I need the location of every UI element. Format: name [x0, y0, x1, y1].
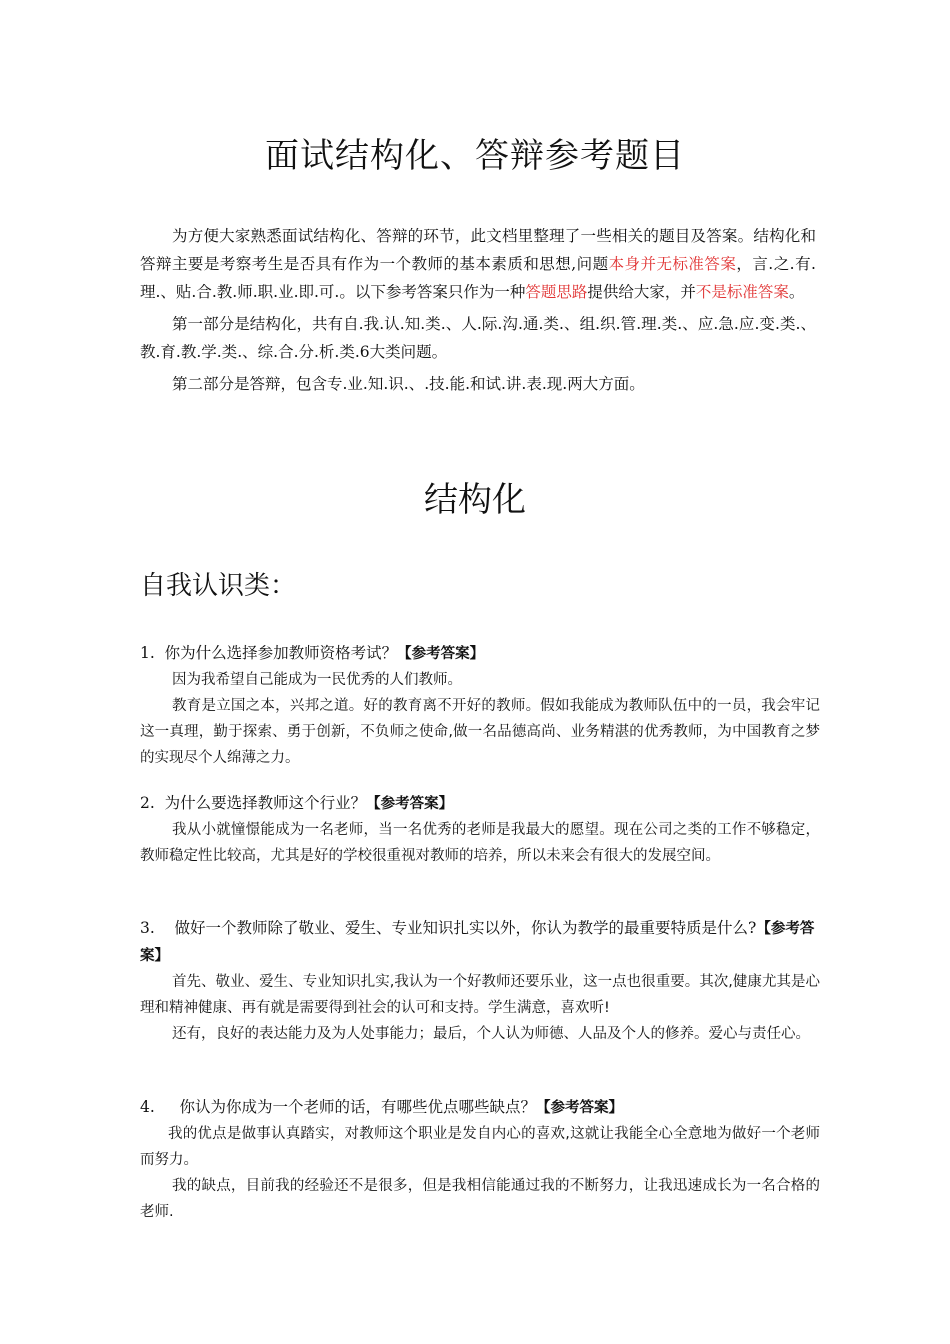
question-number: 4.: [140, 1098, 155, 1116]
question-text: 你为什么选择参加教师资格考试？: [164, 644, 398, 662]
question-number: 2.: [140, 794, 155, 812]
section-title: 结构化: [424, 480, 526, 520]
answer-paragraph: 首先、敬业、爱生、专业知识扎实,我认为一个好教师还要乐业，这一点也很重要。其次,健康尤其是心理和精神健康、再有就是需要得到社会的认可和支持。学生满意，喜欢听!: [140, 974, 820, 1016]
answer-paragraph: 我的缺点，目前我的经验还不是很多，但是我相信能通过我的不断努力，让我迅速成长为一名合格的老师.: [140, 1178, 820, 1220]
question-line: [140, 1094, 820, 1121]
answer-paragraph: 因为我希望自己能成为一民优秀的人们教师。: [172, 672, 462, 688]
highlight-text: 不是标准答案: [695, 283, 789, 301]
question-text: 你认为你成为一个老师的话，有哪些优点哪些缺点？: [179, 1098, 536, 1116]
question-item: [140, 1094, 820, 1225]
question-text: 为什么要选择教师这个行业？: [164, 794, 367, 812]
question-item: [140, 915, 820, 1047]
answer-paragraph: 我的优点是做事认真踏实，对教师这个职业是发自内心的喜欢,这就让我能全心全意地为做好一个老师而努力。: [140, 1126, 820, 1168]
intro-text: 提供给大家，并: [587, 283, 696, 301]
question-number: 1.: [140, 644, 155, 662]
question-number: 3.: [140, 919, 155, 937]
answer-paragraph: 还有，良好的表达能力及为人处事能力；最后，个人认为师德、人品及个人的修养。爱心与责任心。: [172, 1026, 810, 1042]
intro-section: [140, 222, 816, 398]
intro-paragraph-2: 第一部分是结构化，共有自.我.认.知.类.、人.际.沟.通.类.、组.织.管.理.类.、应.急.应.变.类.、教.育.教.学.类.、综.合.分.析.类.6大类问题。: [140, 315, 816, 361]
question-line: [140, 790, 820, 817]
reference-answer-tag: 【参考答案】: [366, 796, 454, 812]
question-item: [140, 640, 820, 771]
category-heading: 自我认识类：: [140, 571, 297, 601]
intro-paragraph-3: 第二部分是答辩，包含专.业.知.识.、.技.能.和试.讲.表.现.两大方面。: [172, 375, 645, 393]
question-line: [140, 915, 820, 969]
reference-answer-tag: 【参考答案】: [397, 646, 485, 662]
intro-text: 。: [788, 283, 805, 301]
question-item: [140, 790, 820, 869]
highlight-text: 本身并无标准答案: [608, 255, 737, 273]
intro-text: ，言.之.有.理.、贴.合.教.师.职.业.即.可.。以下参考答案只作为一种: [140, 255, 816, 301]
highlight-text: 答题思路: [525, 283, 588, 301]
reference-answer-tag: 【参考答案】: [140, 921, 815, 964]
page-title: 面试结构化、答辩参考题目: [265, 136, 685, 176]
reference-answer-tag: 【参考答案】: [535, 1100, 623, 1116]
answer-paragraph: 教育是立国之本，兴邦之道。好的教育离不开好的教师。假如我能成为教师队伍中的一员，我会牢记这一真理，勤于探索、勇于创新，不负师之使命,做一名品德高尚、业务精湛的优秀教师，为中国教育之梦的实现尽个人绵薄之力。: [140, 698, 820, 766]
intro-text: 为方便大家熟悉面试结构化、答辩的环节，此文档里整理了一些相关的题目及答案。结构化和答辩主要是考察考生是否具有作为一个教师的基本素质和思想,问题: [140, 227, 816, 273]
question-line: [140, 640, 820, 667]
question-text: 做好一个教师除了敬业、爱生、专业知识扎实以外，你认为教学的最重要特质是什么?: [174, 919, 757, 937]
answer-paragraph: 我从小就憧憬能成为一名老师，当一名优秀的老师是我最大的愿望。现在公司之类的工作不够稳定，教师稳定性比较高，尤其是好的学校很重视对教师的培养，所以未来会有很大的发展空间。: [140, 822, 820, 864]
intro-paragraph-1: [140, 222, 816, 306]
